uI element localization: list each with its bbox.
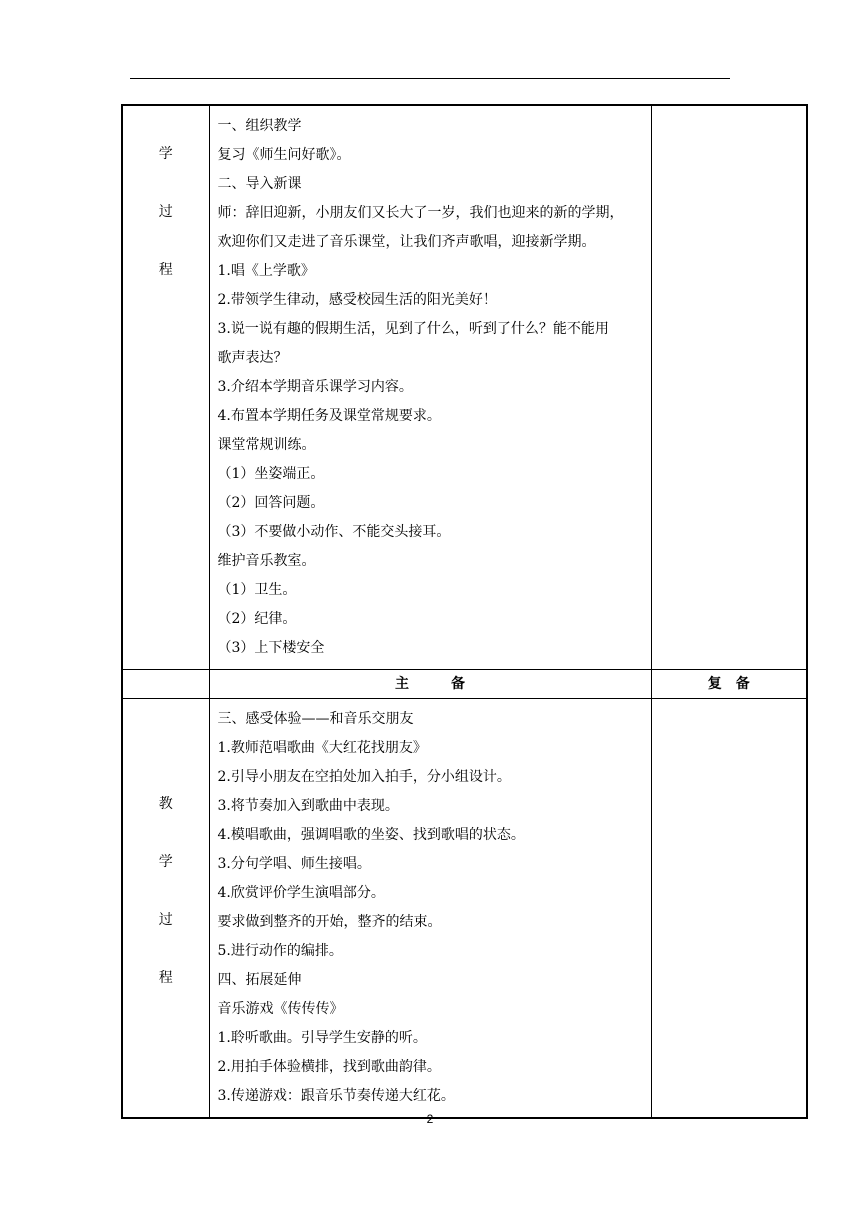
part1-label-char: 学: [158, 146, 173, 162]
content-line: 四、拓展延伸: [217, 972, 302, 988]
part1-label-char: 过: [158, 204, 173, 220]
content-line: 1.唱《上学歌》: [217, 263, 315, 279]
content-line: 4.布置本学期任务及课堂常规要求。: [217, 408, 441, 424]
content-line: （2）回答问题。: [217, 495, 325, 511]
content-line: 3.介绍本学期音乐课学习内容。: [217, 379, 413, 395]
part2-label-char: 过: [158, 912, 173, 928]
content-line: （1）坐姿端正。: [217, 466, 325, 482]
content-line: 音乐游戏《传传传》: [217, 1001, 344, 1017]
content-line: 歌声表达？: [217, 350, 288, 366]
content-line: 3.说一说有趣的假期生活，见到了什么，听到了什么？能不能用: [217, 321, 609, 337]
content-line: 欢迎你们又走进了音乐课堂，让我们齐声歌唱，迎接新学期。: [217, 234, 596, 250]
part1-content: [210, 106, 651, 669]
content-line: （1）卫生。: [217, 582, 297, 598]
content-line: 一、组织教学: [217, 118, 302, 134]
content-line: 维护音乐教室。: [217, 553, 316, 569]
main-prep-header-cell: [209, 670, 651, 699]
part1-row: [122, 105, 807, 670]
part2-label-cell: [122, 699, 209, 1119]
part1-label-cell: [122, 105, 209, 670]
content-line: （3）上下楼安全: [217, 640, 325, 656]
header-blank-cell: [122, 670, 209, 699]
part1-label-char: 程: [158, 262, 173, 278]
content-line: 4.模唱歌曲，强调唱歌的坐姿、找到歌唱的状态。: [217, 827, 525, 843]
content-line: 师：辞旧迎新，小朋友们又长大了一岁，我们也迎来的新的学期，: [217, 205, 624, 221]
content-line: 复习《师生问好歌》。: [217, 147, 351, 163]
part1-content-cell: [209, 105, 651, 670]
content-line: 课堂常规训练。: [217, 437, 316, 453]
review-prep-header-cell: [651, 670, 807, 699]
content-line: 4.欣赏评价学生演唱部分。: [217, 885, 385, 901]
part2-label-char: 教: [158, 796, 173, 812]
content-line: 三、感受体验——和音乐交朋友: [217, 711, 414, 727]
content-line: 3.将节奏加入到歌曲中表现。: [217, 798, 399, 814]
content-line: 二、导入新课: [217, 176, 302, 192]
header-row: [122, 670, 807, 699]
part2-content: [210, 699, 651, 1117]
content-line: 5.进行动作的编排。: [217, 943, 343, 959]
content-line: 1.聆听歌曲。引导学生安静的听。: [217, 1030, 427, 1046]
main-prep-header: 主 备: [395, 676, 465, 692]
content-line: 2.带领学生律动，感受校园生活的阳光美好！: [217, 292, 497, 308]
part2-label-char: 学: [158, 854, 173, 870]
part2-label-char: 程: [158, 970, 173, 986]
lesson-plan-table: [121, 104, 808, 1119]
content-line: 2.用拍手体验横排，找到歌曲韵律。: [217, 1059, 441, 1075]
review-prep-header: 复 备: [707, 676, 750, 692]
content-line: （3）不要做小动作、不能交头接耳。: [217, 524, 451, 540]
page-number: 2: [426, 1112, 434, 1126]
part2-row: [122, 699, 807, 1119]
header-rule: [130, 78, 730, 79]
part1-review-cell: [651, 105, 807, 670]
part2-content-cell: [209, 699, 651, 1119]
content-line: 3.传递游戏：跟音乐节奏传递大红花。: [217, 1088, 455, 1104]
part2-review-cell: [651, 699, 807, 1119]
content-line: （2）纪律。: [217, 611, 297, 627]
content-line: 1.教师范唱歌曲《大红花找朋友》: [217, 740, 427, 756]
content-line: 2.引导小朋友在空拍处加入拍手，分小组设计。: [217, 769, 511, 785]
content-line: 3.分句学唱、师生接唱。: [217, 856, 371, 872]
content-line: 要求做到整齐的开始，整齐的结束。: [217, 914, 442, 930]
